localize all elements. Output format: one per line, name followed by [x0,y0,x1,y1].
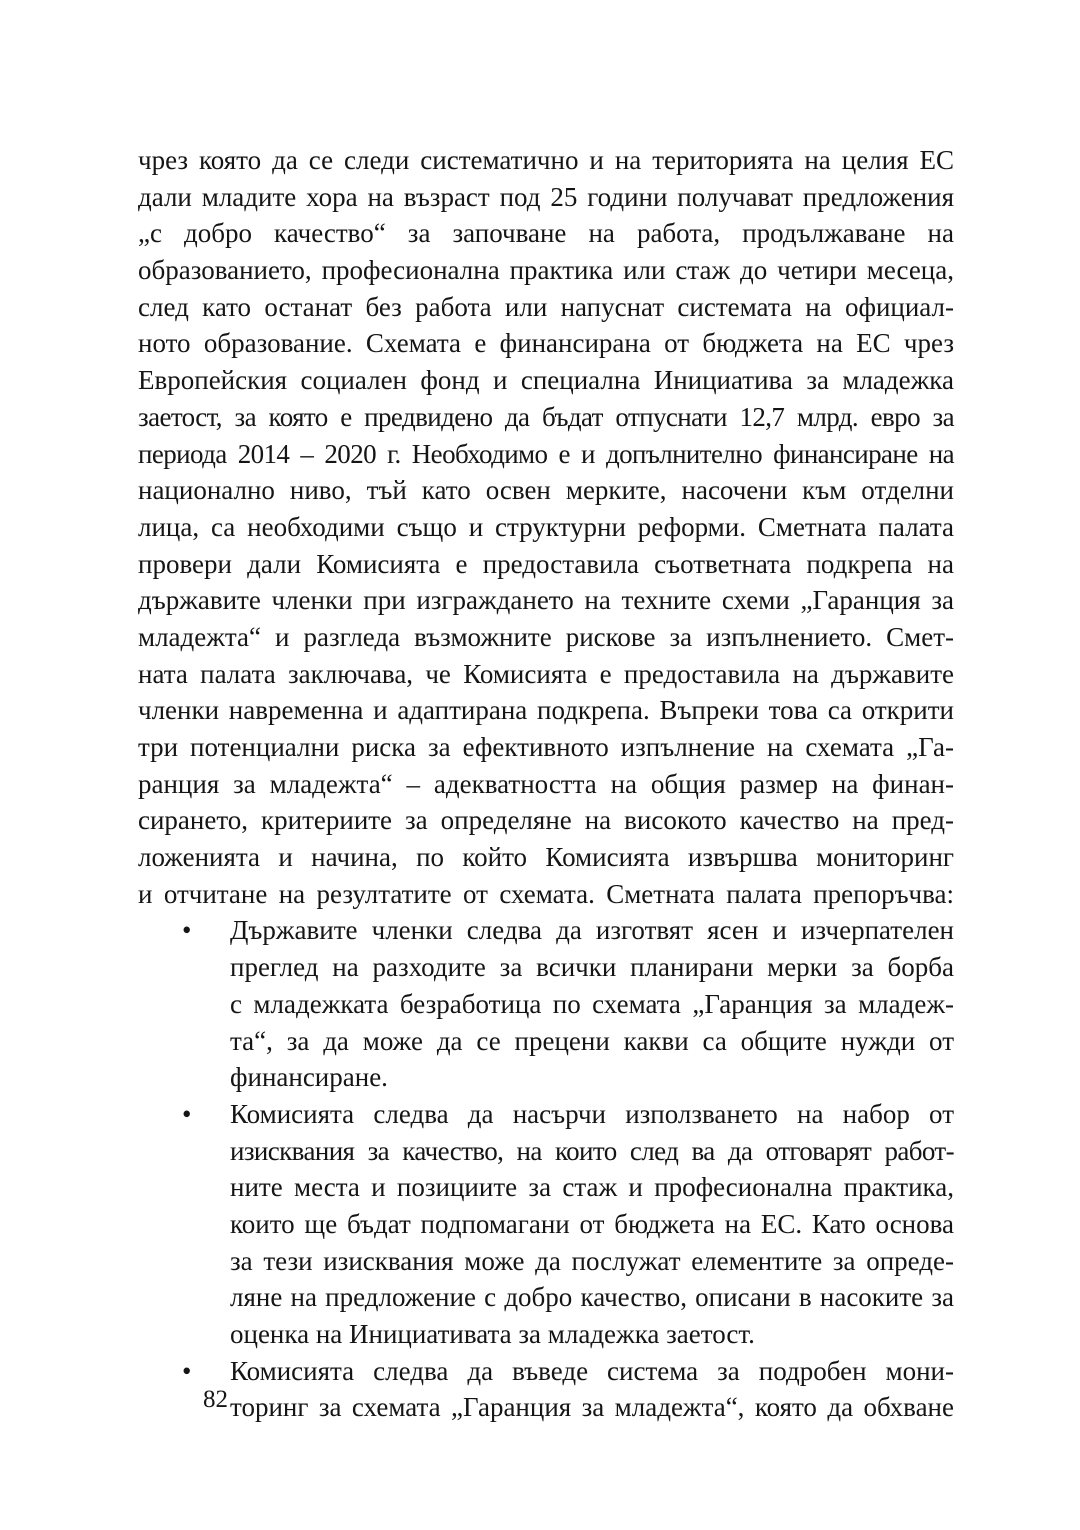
list-item [138,912,954,1095]
text-line: чрез която да се следи систематично и на територията на целия ЕС [138,145,954,175]
text-line: младежта“ и разгледа възможните рискове за изпълнението. Смет- [138,621,954,652]
text-line: оценка на Инициативата за младежка заетост. [230,1319,755,1349]
text-line: провери дали Комисията е предоставила съответната подкрепа на [138,548,954,579]
text-line: заетост, за която е предвидено да бъдат отпуснати 12,7 млрд. евро за [138,401,954,432]
bullet-icon: • [182,915,192,946]
text-line: сирането, критериите за определяне на високото качество на пред- [138,805,954,836]
page-body [138,142,954,1426]
recommendations-list [138,912,954,1426]
text-line: ната палата заключава, че Комисията е предоставила на държавите [138,658,954,689]
text-line: за тези изисквания може да послужат елементите за опреде- [230,1245,954,1276]
text-line: Комисията следва да насърчи използването на набор от [230,1098,954,1129]
list-item [138,1096,954,1353]
text-line: периода 2014 – 2020 г. Необходимо е и допълнително финансиране на [138,438,954,469]
paragraph [138,142,954,912]
text-line: финансиране. [230,1062,388,1093]
text-line: преглед на разходите за всички планирани мерки за борба [230,952,954,983]
text-line: ляне на предложение с добро качество, описани в насоките за [230,1282,954,1313]
text-line: Държавите членки следва да изготвят ясен и изчерпателен [230,915,954,946]
text-line: ното образование. Схемата е финансирана от бюджета на ЕС чрез [138,328,954,359]
text-line: „с добро качество“ за започване на работа, продължаване на [138,218,954,249]
text-line: изисквания за качество, на които след ва да отговарят работ- [230,1135,954,1166]
text-line: дали младите хора на възраст под 25 години получават предложения [138,181,954,212]
text-line: образованието, професионална практика или стаж до четири месеца, [138,255,954,286]
text-line: торинг за схемата „Гаранция за младежта“, която да обхване [230,1392,954,1423]
text-line: Комисията следва да въведе система за подробен мони- [230,1355,954,1386]
page-number: 82 [203,1386,228,1413]
text-line: ните места и позициите за стаж и професионална практика, [230,1172,954,1203]
text-line: ранция за младежта“ – адекватността на общия размер на финан- [138,768,954,799]
text-line: след като останат без работа или напуснат системата на официал- [138,291,954,322]
text-line: три потенциални риска за ефективното изпълнение на схемата „Га- [138,732,954,762]
list-item [138,1353,954,1426]
text-line: Европейския социален фонд и специална Инициатива за младежка [138,365,954,396]
text-line: и отчитане на резултатите от схемата. Сметната палата препоръчва: [138,878,954,909]
text-line: национално ниво, тъй като освен мерките, насочени към отделни [138,475,954,506]
text-line: ложенията и начина, по който Комисията извършва мониторинг [138,842,954,873]
text-line: държавите членки при изграждането на техните схеми „Гаранция за [138,585,954,616]
bullet-icon: • [182,1098,192,1129]
text-line: лица, са необходими също и структурни реформи. Сметната палата [138,511,954,542]
text-line: които ще бъдат подпомагани от бюджета на ЕС. Като основа [230,1208,954,1239]
text-line: членки навременна и адаптирана подкрепа. Въпреки това са открити [138,695,954,726]
bullet-icon: • [182,1355,192,1386]
text-line: та“, за да може да се прецени какви са общите нужди от [230,1025,954,1056]
text-line: с младежката безработица по схемата „Гаранция за младеж- [230,988,954,1019]
